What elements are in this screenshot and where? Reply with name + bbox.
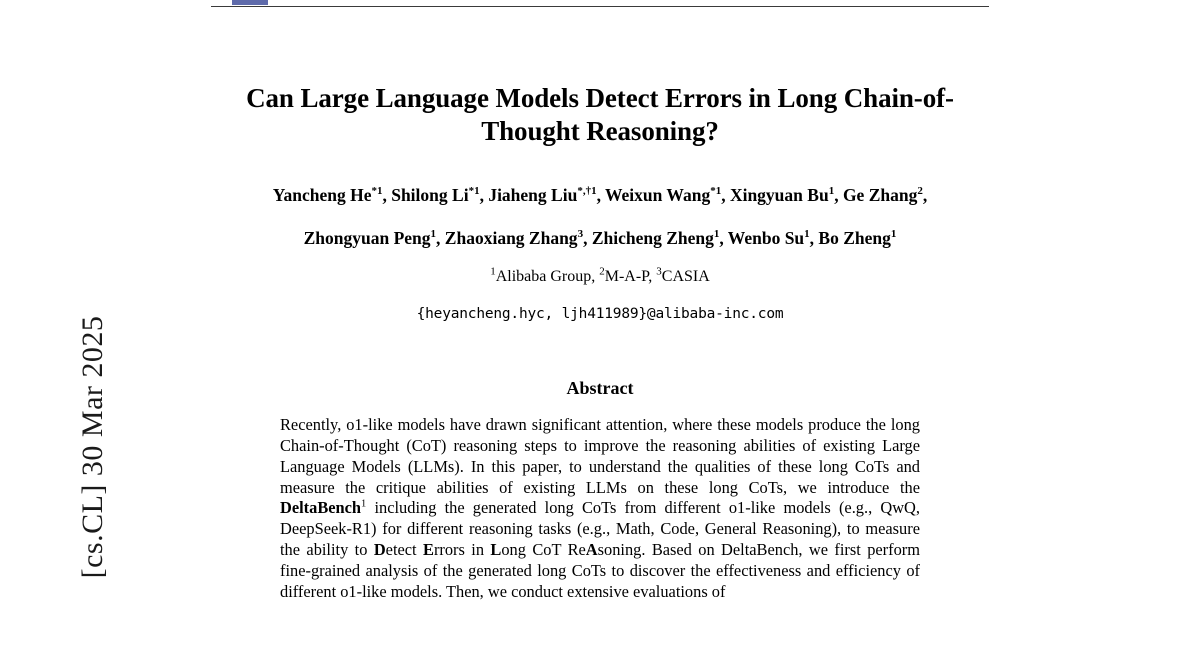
contact-email: {heyancheng.hyc, ljh411989}@alibaba-inc.com	[416, 306, 784, 323]
author-line-1: Yancheng He$^{*1}$, Shilong Li$^{*1}$, Jiaheng Liu$^{*,\dagger 1}$, Weixun Wang$^{*1}$, Xingyuan Bu$^1$, Ge Zhang$^2$,	[272, 184, 928, 205]
abstract-heading: Abstract	[566, 378, 634, 399]
arxiv-stamp: [cs.CL] 30 Mar 2025	[76, 315, 109, 579]
page-title: Can Large Language Models Detect Errors in Long Chain-of-Thought Reasoning?	[246, 83, 954, 146]
abstract-text	[280, 415, 920, 602]
abstract-paragraph: Recently, o1-like models have drawn significant attention, where these models produce the long Chain-of-Thought (CoT) reasoning steps to improve the reasoning abilities of existing Large Language Models (LLMs). In this paper, to understand the qualities of these long CoTs and measure the critique abilities of existing LLMs on these long CoTs, we introduce the DeltaBench$^1$ including the generated long CoTs from different o1-like models (e.g., QwQ, DeepSeek-R1) for different reasoning tasks (e.g., Math, Code, General Reasoning), to measure the ability to Detect Errors in Long CoT ReAsoning. Based on DeltaBench, we first perform fine-grained analysis of the generated long CoTs to discover the effectiveness and efficiency of different o1-like models. Then, we conduct extensive evaluations of	[280, 415, 920, 601]
author-line-2: Zhongyuan Peng$^1$, Zhaoxiang Zhang$^3$, Zhicheng Zheng$^1$, Wenbo Su$^1$, Bo Zheng$^1$	[303, 228, 897, 248]
header-divider	[211, 6, 989, 7]
affiliations: $^1$Alibaba Group, $^2$M-A-P, $^3$CASIA	[490, 265, 710, 286]
author-list	[211, 182, 989, 252]
header-link-fragment[interactable]	[232, 0, 268, 5]
paper-body	[211, 60, 989, 603]
